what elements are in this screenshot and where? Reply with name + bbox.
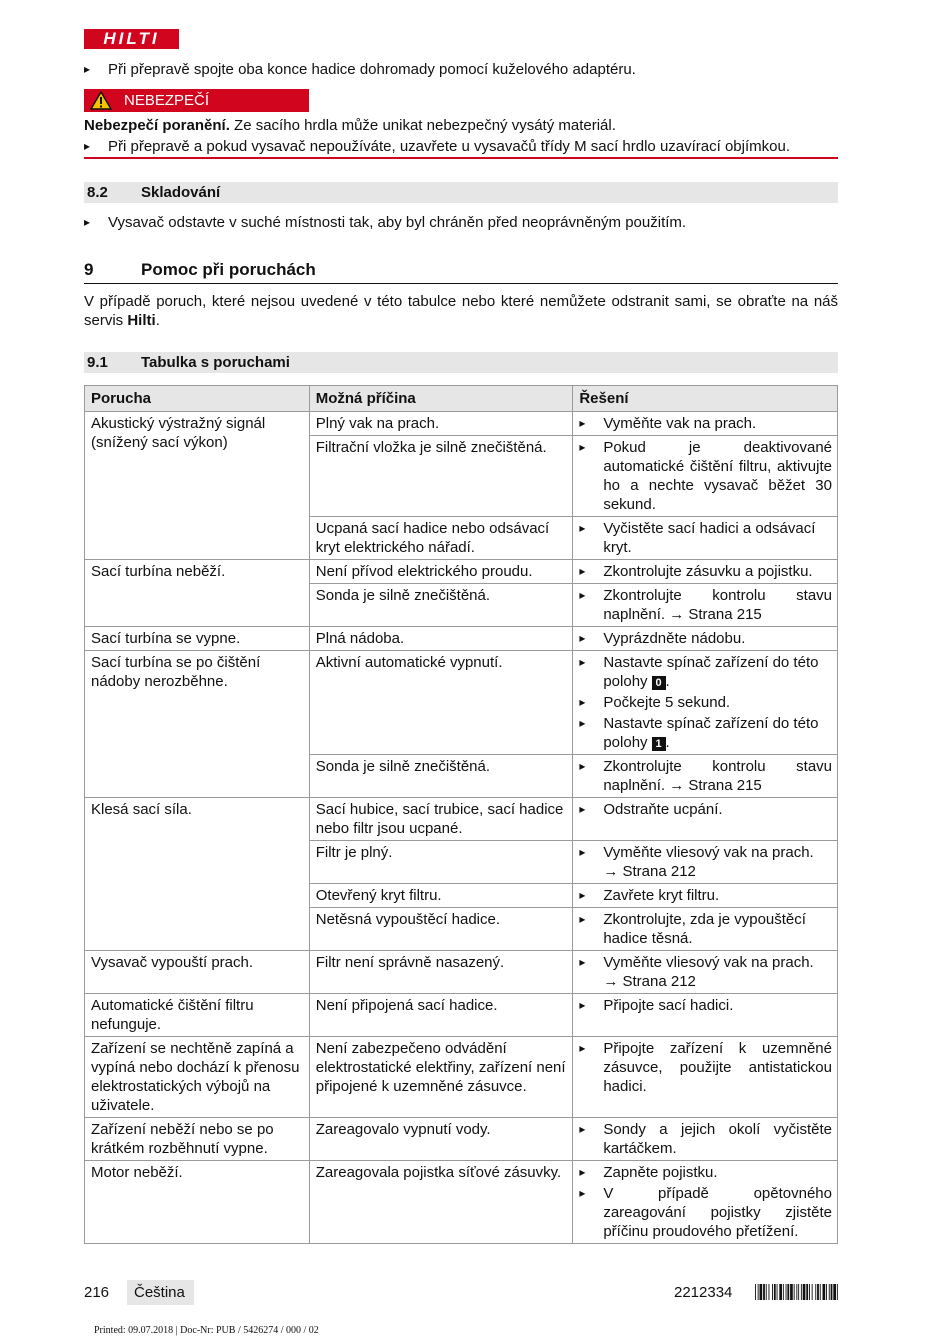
table-row (85, 1161, 838, 1244)
cause-cell: Zareagovalo vypnutí vody. (309, 1118, 573, 1161)
section-8-2-heading (84, 182, 838, 203)
cause-cell: Netěsná vypouštěcí hadice. (309, 908, 573, 951)
transport-bullet: ▸ Při přepravě spojte oba konce hadice dohromady pomocí kuželového adaptéru. (84, 60, 838, 79)
hilti-logo: HILTI (84, 29, 179, 49)
fault-cell: Vysavač vypouští prach. (85, 951, 310, 994)
fault-cell: Klesá sací síla. (85, 798, 310, 951)
danger-bullet: ▸ Při přepravě a pokud vysavač nepoužíváte, uzavřete u vysavačů třídy M sací hrdlo uzavírací objímkou. (84, 137, 838, 156)
section-title: Skladování (141, 184, 221, 201)
cause-cell: Není připojená sací hadice. (309, 994, 573, 1037)
solution-cell: ▸ Pokud je deaktivované automatické čištění filtru, aktivujte ho a nechte vysavač běžet 30 sekund. (573, 436, 838, 517)
cause-cell: Filtrační vložka je silně znečištěná. (309, 436, 573, 517)
switch-position-0-icon: 0 (652, 676, 666, 690)
page-number: 216 (84, 1284, 110, 1301)
warning-triangle-icon (90, 91, 112, 110)
table-row (85, 1118, 838, 1161)
cause-cell: Filtr není správně nasazený. (309, 951, 573, 994)
table-row (85, 994, 838, 1037)
cause-cell: Sací hubice, sací trubice, sací hadice nebo filtr jsou ucpané. (309, 798, 573, 841)
solution-cell: ▸ Připojte sací hadici. (573, 994, 838, 1037)
section-title: Tabulka s poruchami (141, 354, 290, 371)
header-solution: Řešení (573, 386, 838, 412)
table-row (85, 798, 838, 841)
header-cause: Možná příčina (309, 386, 573, 412)
cause-cell: Ucpaná sací hadice nebo odsávací kryt elektrického nářadí. (309, 517, 573, 560)
table-row (85, 412, 838, 436)
cause-cell: Plný vak na prach. (309, 412, 573, 436)
language-tab: Čeština (127, 1280, 194, 1305)
help-paragraph: V případě poruch, které nejsou uvedené v této tabulce nebo které nemůžete odstranit sami, se obraťte na náš servis Hilti. (84, 293, 838, 329)
danger-banner (84, 89, 309, 112)
table-row (85, 951, 838, 994)
chapter-title: Pomoc při poruchách (141, 260, 316, 279)
table-row (85, 1037, 838, 1118)
solution-cell: ▸ Zkontrolujte kontrolu stavu naplnění. → Strana 215 (573, 755, 838, 798)
fault-cell: Motor neběží. (85, 1161, 310, 1244)
storage-bullet: ▸ Vysavač odstavte v suché místnosti tak, aby byl chráněn před neoprávněným použitím. (84, 213, 838, 232)
fault-table (84, 385, 838, 1244)
header-fault: Porucha (85, 386, 310, 412)
solution-cell: ▸ Vyprázdněte nádobu. (573, 627, 838, 651)
solution-cell: ▸ Zapněte pojistku. ▸ V případě opětovného zareagování pojistky zjistěte příčinu proudového přetížení. (573, 1161, 838, 1244)
solution-cell: ▸ Vyměňte vliesový vak na prach. → Strana 212 (573, 841, 838, 884)
solution-cell: ▸ Zkontrolujte, zda je vypouštěcí hadice těsná. (573, 908, 838, 951)
danger-description: Ze sacího hrdla může unikat nebezpečný vysátý materiál. (229, 117, 616, 134)
fault-cell: Sací turbína se vypne. (85, 627, 310, 651)
section-number: 8.2 (87, 184, 108, 201)
solution-cell: ▸ Sondy a jejich okolí vyčistěte kartáčkem. (573, 1118, 838, 1161)
cause-cell: Není zabezpečeno odvádění elektrostatické elektřiny, zařízení není připojené k uzemněné zásuvce. (309, 1037, 573, 1118)
solution-cell: ▸ Nastavte spínač zařízení do této polohy 0 . ▸ Počkejte 5 sekund. ▸ Nastavte spínač zařízení do této polohy 1 . (573, 651, 838, 755)
fault-cell: Zařízení se nechtěně zapíná a vypíná nebo dochází k přenosu elektrostatických výbojů na uživatele. (85, 1037, 310, 1118)
fault-cell: Zařízení neběží nebo se po krátkém rozběhnutí vypne. (85, 1118, 310, 1161)
fault-cell: Akustický výstražný signál (snížený sací výkon) (85, 412, 310, 560)
cause-cell: Sonda je silně znečištěná. (309, 584, 573, 627)
document-number: 2212334 (674, 1284, 733, 1301)
solution-cell: ▸ Zkontrolujte zásuvku a pojistku. (573, 560, 838, 584)
cause-cell: Zareagovala pojistka síťové zásuvky. (309, 1161, 573, 1244)
fault-cell: Sací turbína neběží. (85, 560, 310, 627)
danger-label: NEBEZPEČÍ (124, 92, 210, 109)
danger-text (84, 116, 838, 135)
solution-cell: ▸ Vyměňte vak na prach. (573, 412, 838, 436)
cause-cell: Aktivní automatické vypnutí. (309, 651, 573, 755)
cause-cell: Není přívod elektrického proudu. (309, 560, 573, 584)
printed-info: Printed: 09.07.2018 | Doc-Nr: PUB / 5426274 / 000 / 02 (94, 1325, 319, 1336)
solution-cell: ▸ Zavřete kryt filtru. (573, 884, 838, 908)
cause-cell: Otevřený kryt filtru. (309, 884, 573, 908)
switch-position-1-icon: 1 (652, 737, 666, 751)
fault-cell: Automatické čištění filtru nefunguje. (85, 994, 310, 1037)
solution-cell: ▸ Vyčistěte sací hadici a odsávací kryt. (573, 517, 838, 560)
table-header-row (85, 386, 838, 412)
danger-end-rule (84, 157, 838, 159)
section-9-heading (84, 259, 838, 284)
barcode-icon (755, 1284, 838, 1300)
table-row (85, 651, 838, 755)
section-9-1-heading (84, 352, 838, 373)
danger-heading: Nebezpečí poranění. (84, 117, 230, 134)
solution-cell: ▸ Vyměňte vliesový vak na prach. → Strana 212 (573, 951, 838, 994)
hilti-bold: Hilti (127, 312, 156, 329)
table-row (85, 560, 838, 584)
cause-cell: Sonda je silně znečištěná. (309, 755, 573, 798)
fault-cell: Sací turbína se po čištění nádoby nerozběhne. (85, 651, 310, 798)
solution-cell: ▸ Zkontrolujte kontrolu stavu naplnění. → Strana 215 (573, 584, 838, 627)
solution-cell: ▸ Připojte zařízení k uzemněné zásuvce, použijte antistatickou hadici. (573, 1037, 838, 1118)
solution-cell: ▸ Odstraňte ucpání. (573, 798, 838, 841)
table-row (85, 627, 838, 651)
cause-cell: Plná nádoba. (309, 627, 573, 651)
section-number: 9.1 (87, 354, 108, 371)
cause-cell: Filtr je plný. (309, 841, 573, 884)
chapter-number: 9 (84, 260, 94, 279)
